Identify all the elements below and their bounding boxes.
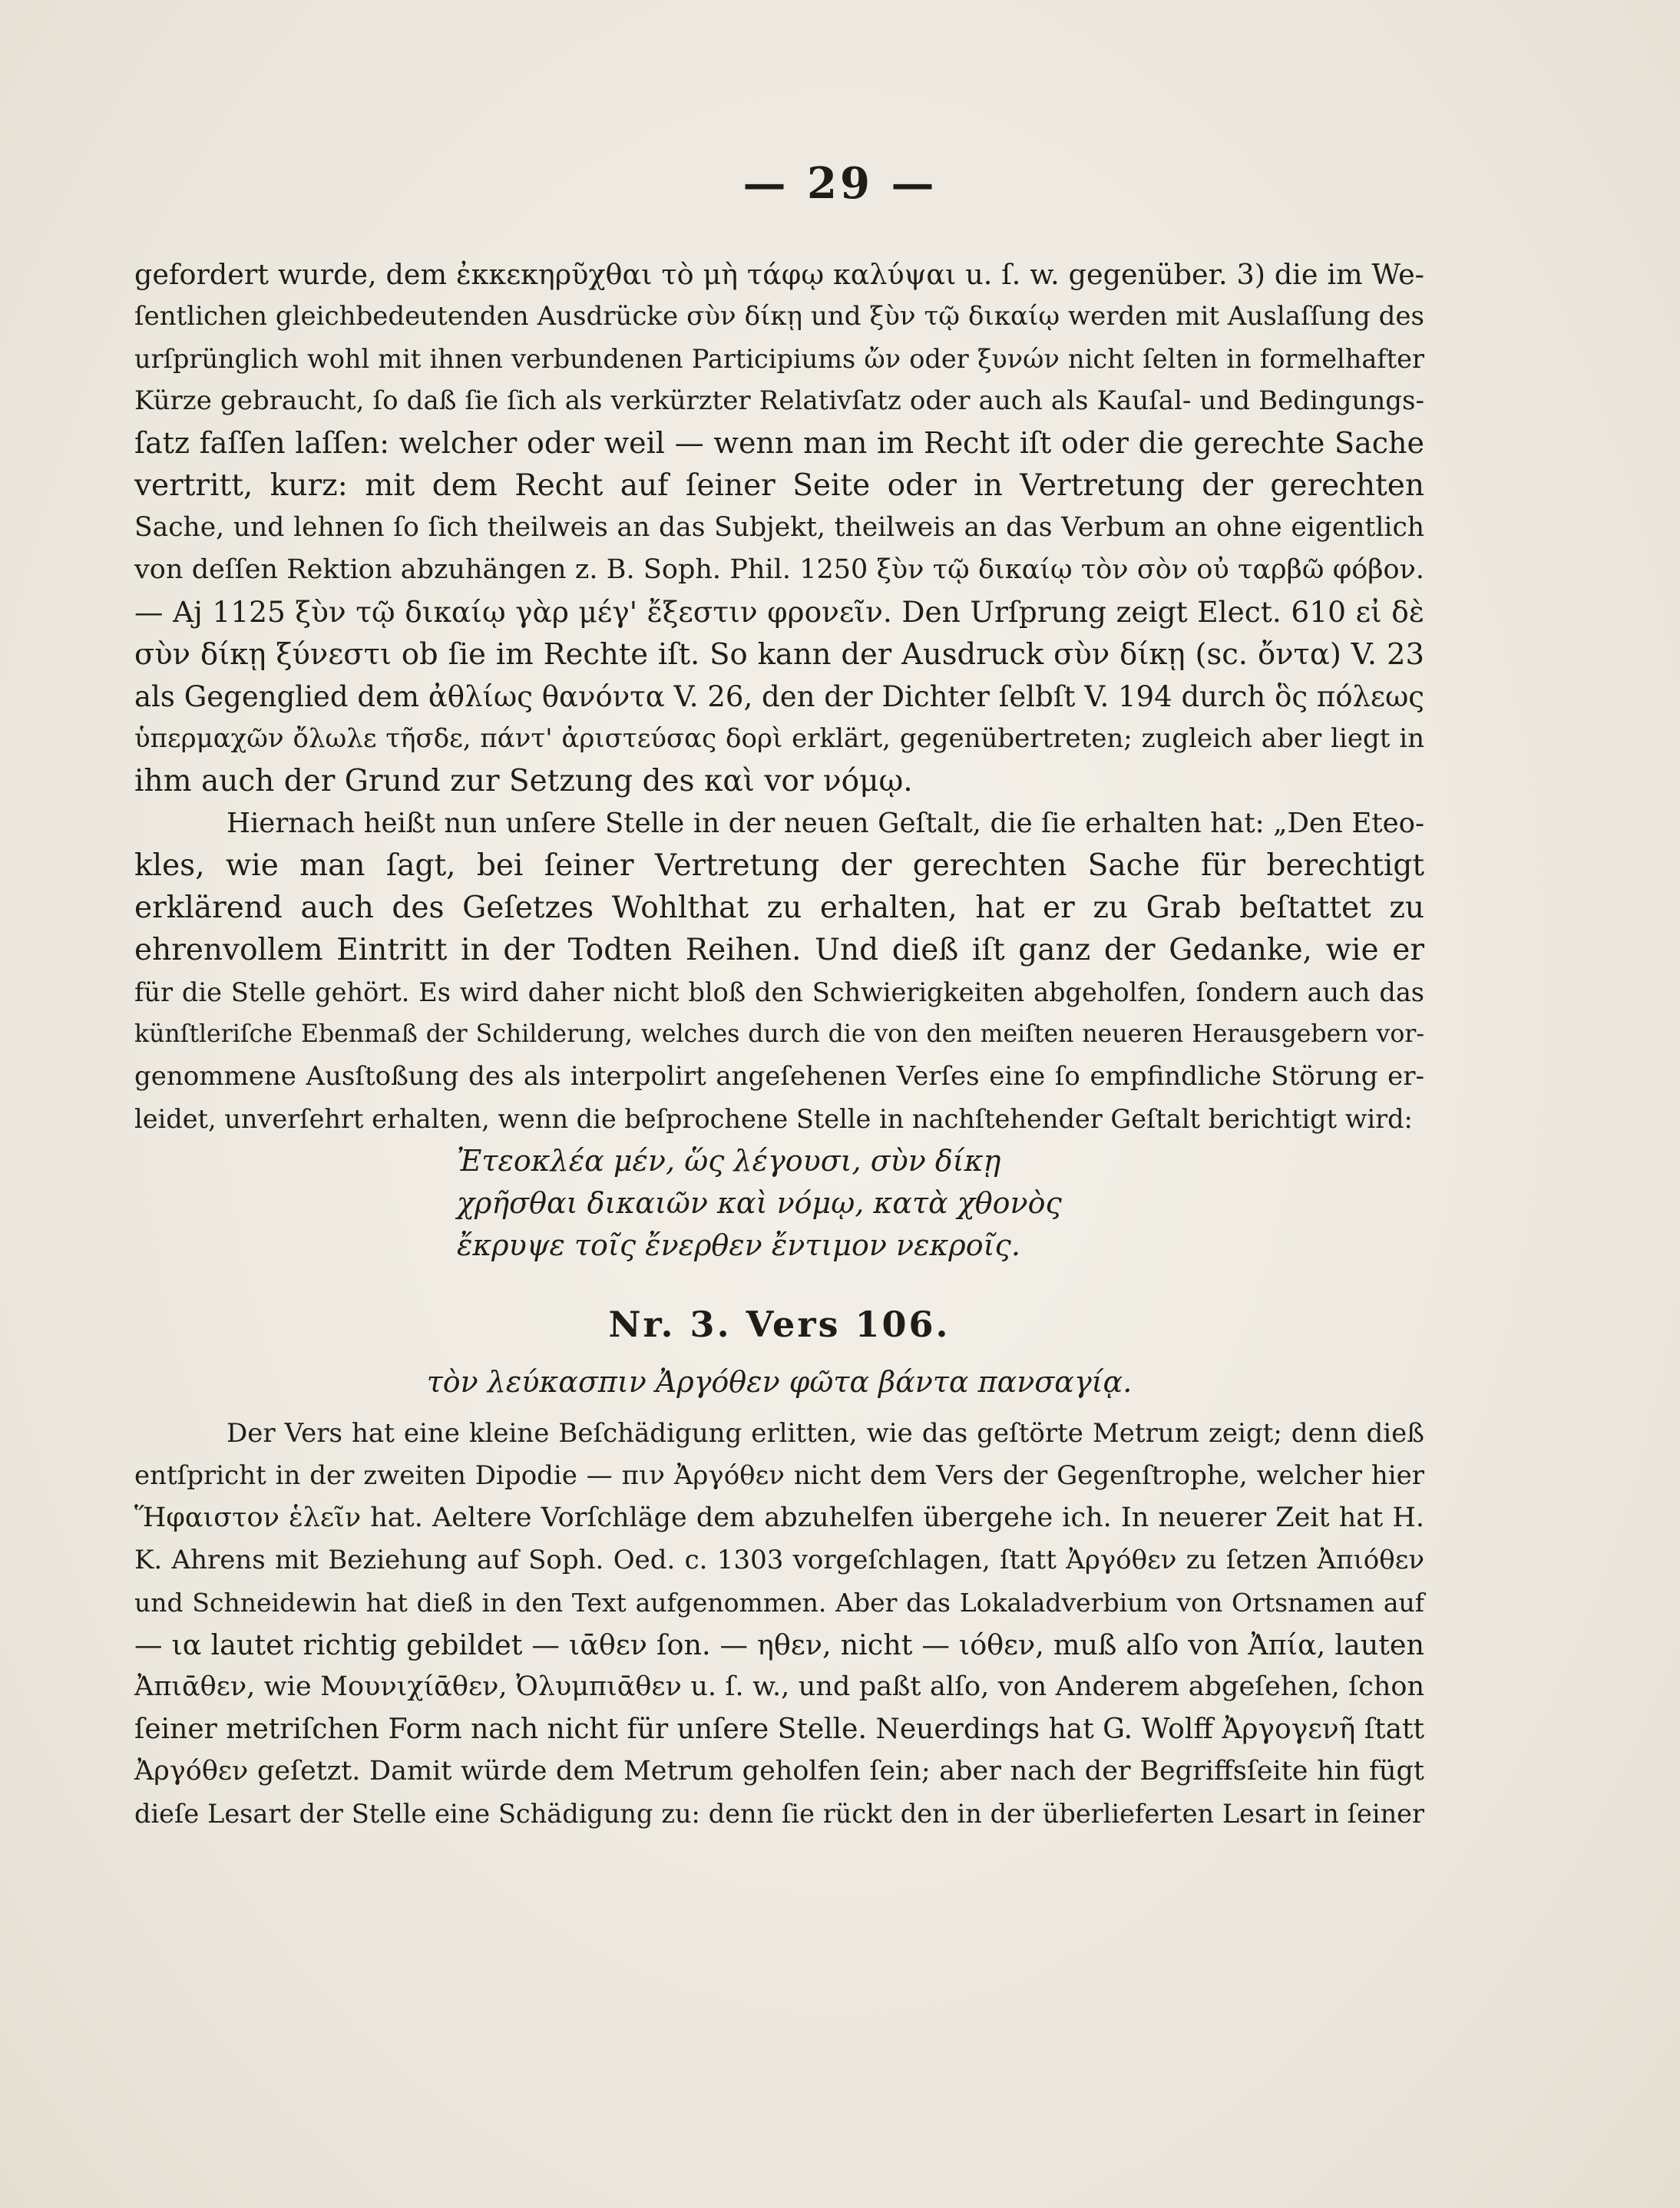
text-line: Hiernach heißt nun unſere Stelle in der neuen Geſtalt, die ſie erhalten hat: „Den Eteo- — [227, 808, 1424, 839]
text-line: Ἀπιᾱθεν, wie Μουνιχίᾱθεν, Ὀλυμπιᾱθεν u. ſ. w., und paßt alſo, von Anderem abgeſehen, ſchon — [134, 1671, 1424, 1702]
verse-line: Ἐτεοκλέα μέν, ὥς λέγουσι, σὺν δίκῃ — [457, 1144, 1001, 1178]
text-line: für die Stelle gehört. Es wird daher nicht bloß den Schwierigkeiten abgeholfen, ſondern auch das — [134, 977, 1424, 1007]
text-line: gefordert wurde, dem ἐκκεκηρῦχθαι τὸ μὴ τάφῳ καλύψαι u. ſ. w. gegenüber. 3) die im We- — [134, 258, 1424, 291]
text-line: dieſe Lesart der Stelle eine Schädigung zu: denn ſie rückt den in der überlieferten Lesart in ſeiner — [134, 1799, 1424, 1829]
text-line: vertritt, kurz: mit dem Recht auf ſeiner Seite oder in Vertretung der gerechten — [134, 468, 1424, 503]
text-line: ehrenvollem Eintritt in der Todten Reihen. Und dieß iſt ganz der Gedanke, wie er — [134, 933, 1424, 967]
text-line: urſprünglich wohl mit ihnen verbundenen Participiums ὤν oder ξυνών nicht ſelten in formelhafter — [134, 344, 1424, 374]
text-line: erklärend auch des Geſetzes Wohlthat zu erhalten, hat er zu Grab beſtattet zu — [134, 891, 1424, 925]
text-line: — Aj 1125 ξὺν τῷ δικαίῳ γὰρ μέγ' ἔξεστιν φρονεῖν. Den Urſprung zeigt Elect. 610 εἰ δὲ — [134, 595, 1424, 629]
text-line: von deſſen Rektion abzuhängen z. B. Soph. Phil. 1250 ξὺν τῷ δικαίῳ τὸν σὸν οὐ ταρβῶ φόβον. — [134, 554, 1424, 585]
text-line: und Schneidewin hat dieß in den Text aufgenommen. Aber das Lokaladverbium von Ortsnamen auf — [134, 1588, 1424, 1618]
body-text — [134, 253, 1424, 1835]
page-number: — 29 — — [742, 158, 938, 209]
text-line: Ἥφαιστον ἑλεῖν hat. Aeltere Vorſchläge dem abzuhelfen übergehe ich. In neuerer Zeit hat H. — [134, 1502, 1424, 1533]
text-line: ſentlichen gleichbedeutenden Ausdrücke σὺν δίκῃ und ξὺν τῷ δικαίῳ werden mit Auslaſſung des — [134, 301, 1424, 332]
text-line: als Gegenglied dem ἀθλίως θανόντα V. 26, den der Dichter ſelbſt V. 194 durch ὃς πόλεως — [134, 680, 1424, 713]
text-line: ſatz faſſen laſſen: welcher oder weil — wenn man im Recht iſt oder die gerechte Sache — [134, 426, 1424, 460]
text-line: Sache, und lehnen ſo ſich theilweis an das Subjekt, theilweis an das Verbum an ohne eigentlich — [134, 512, 1424, 543]
text-line: Ἀργόθεν geſetzt. Damit würde dem Metrum geholfen ſein; aber nach der Begriffsſeite hin fügt — [134, 1756, 1424, 1787]
verse-line: ἔκρυψε τοῖς ἔνερθεν ἔντιμον νεκροῖς. — [457, 1228, 1020, 1262]
text-line: genommene Ausſtoßung des als interpolirt angeſehenen Verſes eine ſo empfindliche Störung er- — [134, 1061, 1424, 1092]
text-line: Der Vers hat eine kleine Beſchädigung erlitten, wie das geſtörte Metrum zeigt; denn dieß — [227, 1418, 1424, 1449]
text-line: K. Ahrens mit Beziehung auf Soph. Oed. c. 1303 vorgeſchlagen, ſtatt Ἀργόθεν zu ſetzen Ἀπιόθεν — [134, 1545, 1424, 1575]
section-verse: τὸν λεύκασπιν Ἀργόθεν φῶτα βάντα πανσαγίᾳ. — [426, 1365, 1133, 1399]
text-line: Kürze gebraucht, ſo daß ſie ſich als verkürzter Relativſatz oder auch als Kauſal- und Bedingungs- — [134, 385, 1424, 416]
text-line: entſpricht in der zweiten Dipodie — πιν Ἀργόθεν nicht dem Vers der Gegenſtrophe, welcher hier — [134, 1460, 1424, 1491]
paragraph-3 — [134, 1413, 1424, 1835]
verse-quotation — [134, 1140, 1424, 1267]
verse-line: χρῆσθαι δικαιῶν καὶ νόμῳ, κατὰ χθονὸς — [457, 1186, 1062, 1220]
text-line: ihm auch der Grund zur Setzung des καὶ vor νόμῳ. — [134, 764, 913, 798]
text-line: leidet, unverſehrt erhalten, wenn die beſprochene Stelle in nachſtehender Geſtalt berichtigt wird: — [134, 1104, 1413, 1134]
paragraph-2 — [134, 802, 1424, 1140]
section-heading: Nr. 3. Vers 106. — [608, 1304, 951, 1345]
text-line: σὺν δίκῃ ξύνεστι ob ſie im Rechte iſt. So kann der Ausdruck σὺν δίκῃ (sc. ὄντα) V. 23 — [134, 637, 1424, 672]
text-line: kles, wie man ſagt, bei ſeiner Vertretung der gerechten Sache für berechtigt — [134, 848, 1424, 883]
paragraph-1 — [134, 253, 1424, 802]
text-line: — ια lautet richtig gebildet — ιᾱθεν ſon. — ηθεν, nicht — ιόθεν, muß alſo von Ἀπία, lauten — [134, 1628, 1424, 1661]
text-line: ὑπερμαχῶν ὄλωλε τῆσδε, πάντ' ἀριστεύσας δορὶ erklärt, gegenübertreten; zugleich aber liegt in — [134, 723, 1424, 754]
text-line: ſeiner metriſchen Form nach nicht für unſere Stelle. Neuerdings hat G. Wolff Ἀργογενῆ ſtatt — [134, 1714, 1424, 1745]
text-line: künſtleriſche Ebenmaß der Schilderung, welches durch die von den meiſten neueren Herausgebern vor- — [134, 1020, 1424, 1048]
